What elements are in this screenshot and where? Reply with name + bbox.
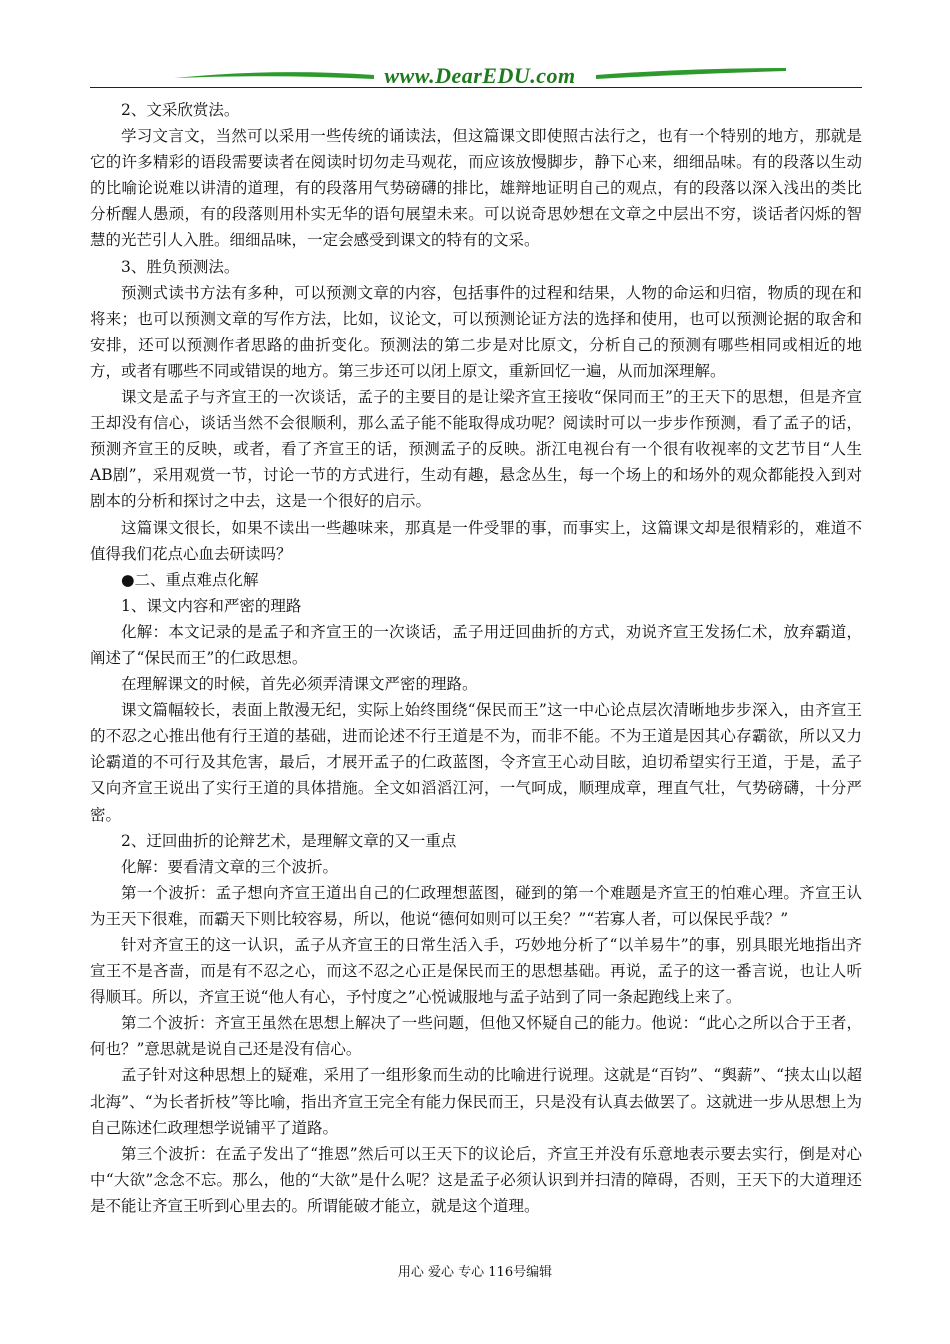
paragraph: 孟子针对这种思想上的疑难，采用了一组形象而生动的比喻进行说理。这就是“百钧”、“舆薪”、“挟太山以超北海”、“为长者折枝”等比喻，指出齐宣王完全有能力保民而王，只是没有认真去做罢了。这就进一步从思想上为自己陈述仁政理想学说铺平了道路。 (90, 1066, 862, 1137)
page-header (90, 60, 862, 92)
green-swoosh-left-decoration (174, 68, 374, 84)
section-heading: 1、课文内容和严密的理路 (121, 596, 302, 615)
paragraph: 学习文言文，当然可以采用一些传统的诵读法，但这篇课文即使照古法行之，也有一个特别的地方，那就是它的许多精彩的语段需要读者在阅读时切勿走马观花，而应该放慢脚步，静下心来，细细品味。有的段落以生动的比喻论说难以讲清的道理，有的段落用气势磅礴的排比，雄辩地证明自己的观点，有的段落以深入浅出的类比分析醒人愚顽，有的段落则用朴实无华的语句展望未来。可以说奇思妙想在文章之中层出不穷，谈话者闪烁的智慧的光芒引人入胜。细细品味，一定会感受到课文的特有的文采。 (90, 127, 862, 250)
paragraph: 课文篇幅较长，表面上散漫无纪，实际上始终围绕“保民而王”这一中心论点层次清晰地步步深入，由齐宣王的不忍之心推出他有行王道的基础，进而论述不行王道是不为，而非不能。不为王道是因其心存霸欲，所以又力论霸道的不可行及其危害，最后，才展开孟子的仁政蓝图，令齐宣王心动目眩，迫切希望实行王道，于是，孟子又向齐宣王说出了实行王道的具体措施。全文如滔滔江河，一气呵成，顺理成章，理直气壮，气势磅礴，十分严密。 (90, 701, 862, 824)
green-swoosh-right-decoration (596, 66, 786, 82)
paragraph: 在理解课文的时候，首先必须弄清课文严密的理路。 (121, 675, 478, 694)
section-heading: 3、胜负预测法。 (121, 257, 240, 276)
site-logo[interactable]: www.DearEDU.com (384, 63, 576, 88)
paragraph: 化解：要看清文章的三个波折。 (121, 857, 339, 876)
paragraph: 化解：本文记录的是孟子和齐宣王的一次谈话，孟子用迂回曲折的方式，劝说齐宣王发扬仁术，放弃霸道，阐述了“保民而王”的仁政思想。 (90, 622, 862, 667)
section-heading: 2、迂回曲折的论辩艺术，是理解文章的又一重点 (121, 831, 457, 850)
paragraph: 第三个波折：在孟子发出了“推恩”然后可以王天下的议论后，齐宣王并没有乐意地表示要去实行，倒是对心中“大欲”念念不忘。那么，他的“大欲”是什么呢？这是孟子必须认识到并扫清的障碍，否则，王天下的大道理还是不能让齐宣王听到心里去的。所谓能破才能立，就是这个道理。 (90, 1144, 862, 1215)
header-divider (90, 87, 862, 88)
document-body (90, 97, 862, 1219)
paragraph: 针对齐宣王的这一认识，孟子从齐宣王的日常生活入手，巧妙地分析了“以羊易牛”的事，别具眼光地指出齐宣王不是吝啬，而是有不忍之心，而这不忍之心正是保民而王的思想基础。再说，孟子的这一番言说，也让人听得顺耳。所以，齐宣王说“他人有心，予忖度之”心悦诚服地与孟子站到了同一条起跑线上来了。 (90, 936, 862, 1007)
paragraph: 第一个波折：孟子想向齐宣王道出自己的仁政理想蓝图，碰到的第一个难题是齐宣王的怕难心理。齐宣王认为王天下很难，而霸天下则比较容易，所以，他说“德何如则可以王矣？”“若寡人者，可以保民乎哉？” (90, 883, 862, 928)
paragraph: 这篇课文很长，如果不读出一些趣味来，那真是一件受罪的事，而事实上，这篇课文却是很精彩的，难道不值得我们花点心血去研读吗？ (90, 518, 862, 563)
page-footer: 用心 爱心 专心 116号编辑 (397, 1265, 553, 1280)
paragraph: 预测式读书方法有多种，可以预测文章的内容，包括事件的过程和结果，人物的命运和归宿，物质的现在和将来；也可以预测文章的写作方法，比如，议论文，可以预测论证方法的选择和使用，也可以预测论据的取舍和安排，还可以预测作者思路的曲折变化。预测法的第二步是对比原文，分析自己的预测有哪些相同或相近的地方，或者有哪些不同或错误的地方。第三步还可以闭上原文，重新回忆一遍，从而加深理解。 (90, 283, 862, 380)
paragraph: 第二个波折：齐宣王虽然在思想上解决了一些问题，但他又怀疑自己的能力。他说：“此心之所以合于王者，何也？”意思就是说自己还是没有信心。 (90, 1014, 862, 1059)
paragraph: 课文是孟子与齐宣王的一次谈话，孟子的主要目的是让梁齐宣王接收“保同而王”的王天下的思想，但是齐宣王却没有信心，谈话当然不会很顺利，那么孟子能不能取得成功呢？阅读时可以一步步作预测，看了孟子的话，预测齐宣王的反映，或者，看了齐宣王的话，预测孟子的反映。浙江电视台有一个很有收视率的文艺节目“人生AB剧”，采用观赏一节，讨论一节的方式进行，生动有趣，悬念丛生，每一个场上的和场外的观众都能投入到对剧本的分析和探讨之中去，这是一个很好的启示。 (90, 388, 862, 511)
section-heading: ●二、重点难点化解 (121, 570, 259, 589)
section-heading: 2、文采欣赏法。 (121, 101, 240, 119)
